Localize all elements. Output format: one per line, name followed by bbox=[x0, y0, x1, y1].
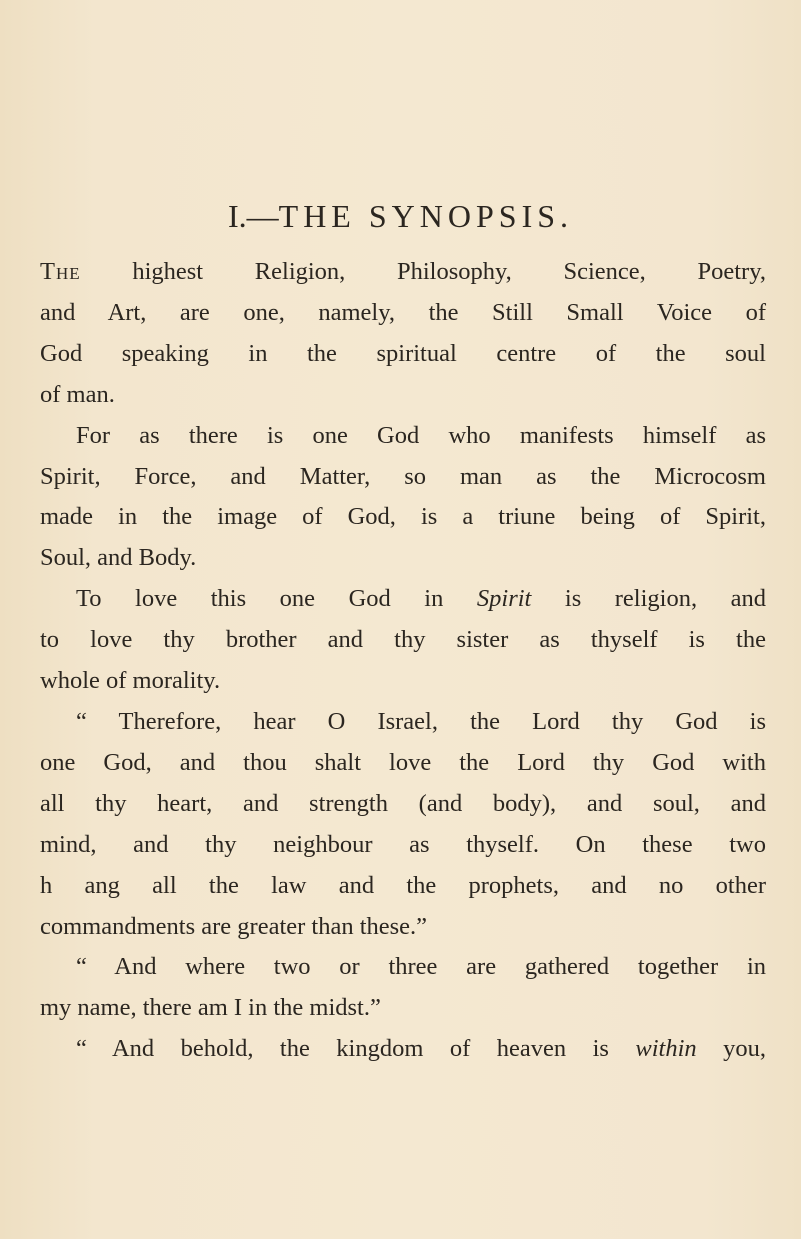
text-line: one God, and thou shalt love the Lord thy God with bbox=[40, 748, 766, 776]
paragraph-4 bbox=[40, 702, 766, 947]
chapter-title: THE SYNOPSIS. bbox=[278, 198, 574, 234]
text-line: For as there is one God who manifests himself as bbox=[76, 421, 766, 449]
text-line: made in the image of God, is a triune being of Spirit, bbox=[40, 503, 766, 531]
paragraph-1 bbox=[40, 252, 766, 416]
text-line: highest Religion, Philosophy, Science, Poetry, bbox=[80, 258, 766, 285]
text-line: all thy heart, and strength (and body), and soul, and bbox=[40, 789, 766, 817]
chapter-number: I.— bbox=[227, 198, 279, 234]
text-line: whole of morality. bbox=[40, 667, 221, 695]
text-line: my name, there am I in the midst.” bbox=[40, 994, 381, 1022]
text-segment: you, bbox=[696, 1035, 766, 1063]
text-line: and Art, are one, namely, the Still Small Voice of bbox=[40, 298, 766, 326]
text-line: commandments are greater than these.” bbox=[40, 912, 428, 940]
text-line: mind, and thy neighbour as thyself. On these two bbox=[40, 830, 766, 858]
text-line: God speaking in the spiritual centre of the soul bbox=[40, 339, 766, 367]
text-segment: “ And behold, the kingdom of heaven is bbox=[76, 1035, 636, 1063]
text-line: to love thy brother and thy sister as thyself is the bbox=[40, 626, 766, 654]
text-segment: To love this one God in bbox=[76, 585, 477, 613]
emphasis-within: within bbox=[635, 1035, 697, 1063]
paragraph-6 bbox=[40, 1029, 766, 1070]
text-line: “ Therefore, hear O Israel, the Lord thy God is bbox=[76, 707, 766, 735]
paragraph-3 bbox=[40, 579, 766, 702]
emphasis-spirit: Spirit bbox=[476, 585, 532, 613]
paragraph-5 bbox=[40, 947, 766, 1029]
text-line: h ang all the law and the prophets, and no other bbox=[40, 871, 766, 899]
text-segment: is religion, and bbox=[531, 585, 766, 613]
text-line: Spirit, Force, and Matter, so man as the Microcosm bbox=[40, 462, 766, 490]
text-line: Soul, and Body. bbox=[40, 544, 197, 572]
opening-word: The bbox=[40, 258, 81, 285]
body-text bbox=[40, 252, 766, 1070]
text-line: “ And where two or three are gathered together in bbox=[76, 953, 766, 981]
chapter-heading bbox=[0, 198, 801, 235]
paragraph-2 bbox=[40, 416, 766, 580]
text-line: of man. bbox=[40, 380, 115, 408]
